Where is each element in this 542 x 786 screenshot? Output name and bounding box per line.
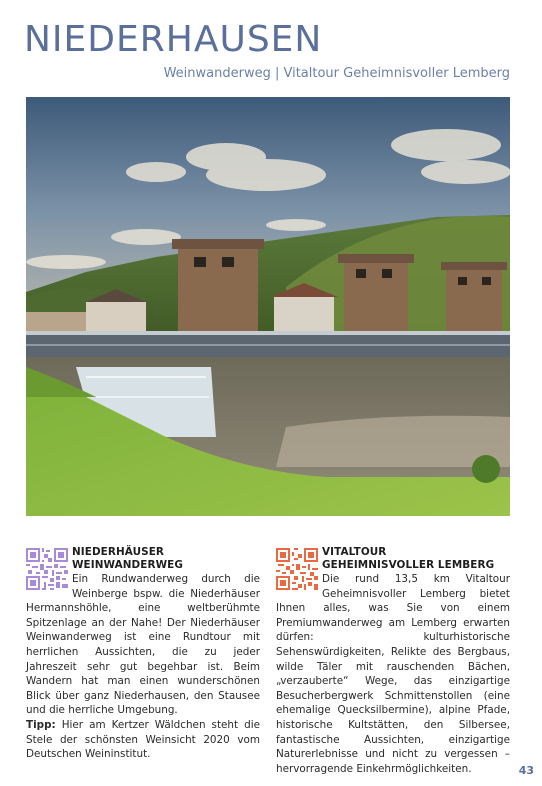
article-heading-line2: GEHEIMNISVOLLER LEMBERG bbox=[322, 559, 495, 571]
article-vitaltour-lemberg bbox=[276, 546, 510, 776]
article-heading-line1: VITALTOUR bbox=[322, 546, 387, 558]
qr-code-icon[interactable] bbox=[26, 548, 68, 590]
article-body: Die rund 13,5 km Vitaltour Geheimnisvoller Lemberg bietet Ihnen alles, was Sie von einem Premiumwanderweg am Lemberg erwarten dürfen: kulturhistorische Sehenswürdigkeiten, Relikte des Bergbaus, wilde Täler mit rauschenden Bächen, „verzauberte“ Wege, das einzigartige Besucherbergwerk Schmittenstollen (eine ehemalige Quecksilbermine), alpine Pfade, historische Kultstätten, den Silbersee, fantastische Aussichten, einzigartige Naturerlebnisse und nicht zu vergessen – hervorragende Einkehrmöglichkeiten. bbox=[276, 573, 510, 775]
hero-photo-weir bbox=[26, 97, 510, 516]
article-heading-line1: NIEDERHÄUSER bbox=[72, 546, 165, 558]
article-niederhaeuser-weinwanderweg bbox=[26, 546, 260, 762]
page-number: 43 bbox=[518, 764, 534, 777]
page-subtitle: Weinwanderweg | Vitaltour Geheimnisvoller Lemberg bbox=[163, 66, 510, 81]
article-body: Ein Rundwanderweg durch die Weinberge bspw. die Niederhäuser Hermannshöhle, eine weltberühmte Spitzenlage an der Nahe! Der Niederhäuser Weinwanderweg ist eine Rundtour mit herrlichen Aussichten, die zu jeder Jahreszeit sehr gut begehbar ist. Beim Wandern hat man einen wunderschönen Blick über ganz Niederhausen, den Stausee und die herrliche Umgebung. bbox=[26, 573, 260, 717]
article-tip bbox=[26, 718, 260, 762]
page-title: NIEDERHAUSEN bbox=[24, 19, 323, 60]
tip-text: Hier am Kertzer Wäldchen steht die Stele der schönsten Weinsicht 2020 vom Deutschen Weininstitut. bbox=[26, 718, 260, 761]
article-heading-line2: WEINWANDERWEG bbox=[72, 559, 183, 571]
tip-label: Tipp: bbox=[26, 718, 56, 731]
qr-code-icon[interactable] bbox=[276, 548, 318, 590]
